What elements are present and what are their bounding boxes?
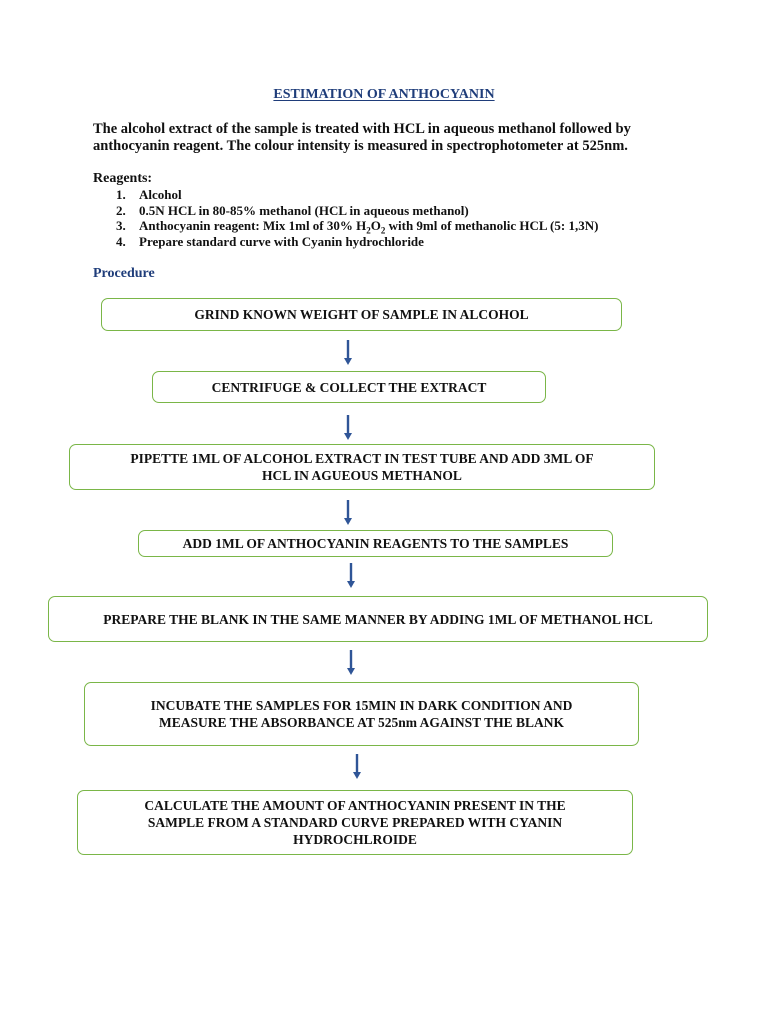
reagents-heading: Reagents:	[93, 171, 153, 186]
reagent-item	[116, 234, 598, 250]
step-line: CALCULATE THE AMOUNT OF ANTHOCYANIN PRESENT IN THE	[144, 798, 566, 813]
subscript-2: 2	[366, 226, 371, 236]
flow-step-4	[138, 530, 613, 557]
reagent-number: 2.	[116, 202, 126, 218]
down-arrow-icon	[343, 340, 353, 366]
step-line: GRIND KNOWN WEIGHT OF SAMPLE IN ALCOHOL	[194, 307, 529, 322]
reagent-item	[116, 187, 598, 203]
reagents-list	[116, 187, 598, 250]
step-line: SAMPLE FROM A STANDARD CURVE PREPARED WITH CYANIN	[147, 815, 563, 830]
flow-step-7	[77, 790, 633, 855]
intro-line-1: The alcohol extract of the sample is treated with HCL in aqueous methanol followed by	[93, 121, 631, 137]
intro-paragraph	[93, 121, 683, 155]
step-line: INCUBATE THE SAMPLES FOR 15MIN IN DARK CONDITION AND	[150, 698, 573, 713]
down-arrow-icon	[343, 415, 353, 441]
subscript-2: 2	[380, 226, 386, 236]
down-arrow-icon	[352, 754, 362, 780]
reagent-text	[139, 218, 598, 234]
procedure-heading: Procedure	[93, 266, 155, 281]
page-title: ESTIMATION OF ANTHOCYANIN	[273, 87, 495, 102]
flow-step-6	[84, 682, 639, 746]
reagent-text: Prepare standard curve with Cyanin hydrochloride	[139, 234, 424, 250]
reagent-text-suffix: with 9ml of methanolic HCL (5: 1,3N)	[385, 218, 599, 234]
step-line: MEASURE THE ABSORBANCE AT 525nm AGAINST THE BLANK	[158, 715, 564, 730]
down-arrow-icon	[346, 650, 356, 676]
step-line: PREPARE THE BLANK IN THE SAME MANNER BY ADDING 1ML OF METHANOL HCL	[103, 611, 653, 627]
down-arrow-icon	[346, 563, 356, 589]
reagent-item	[116, 218, 598, 234]
reagent-text: 0.5N HCL in 80-85% methanol (HCL in aqueous methanol)	[139, 202, 469, 218]
flow-step-3	[69, 444, 655, 490]
step-line: CENTRIFUGE & COLLECT THE EXTRACT	[211, 379, 487, 395]
reagent-number: 1.	[116, 187, 126, 202]
intro-line-2: anthocyanin reagent. The colour intensity is measured in spectrophotometer at 525nm.	[93, 138, 628, 154]
step-line: PIPETTE 1ML OF ALCOHOL EXTRACT IN TEST TUBE AND ADD 3ML OF	[130, 451, 594, 466]
reagent-item	[116, 203, 598, 219]
flow-step-1	[101, 298, 622, 331]
reagent-number: 4.	[116, 234, 126, 250]
reagent-number: 3.	[116, 218, 126, 234]
step-line: ADD 1ML OF ANTHOCYANIN REAGENTS TO THE SAMPLES	[182, 536, 569, 551]
reagent-text: Alcohol	[139, 187, 182, 202]
reagent-text-mid: O	[370, 218, 381, 234]
flow-step-5	[48, 596, 708, 642]
flow-step-2	[152, 371, 546, 403]
step-line: HYDROCHLROIDE	[293, 832, 417, 847]
down-arrow-icon	[343, 500, 353, 526]
step-line: HCL IN AGUEOUS METHANOL	[262, 468, 462, 483]
reagent-text-prefix: Anthocyanin reagent: Mix 1ml of 30% H	[139, 218, 367, 234]
